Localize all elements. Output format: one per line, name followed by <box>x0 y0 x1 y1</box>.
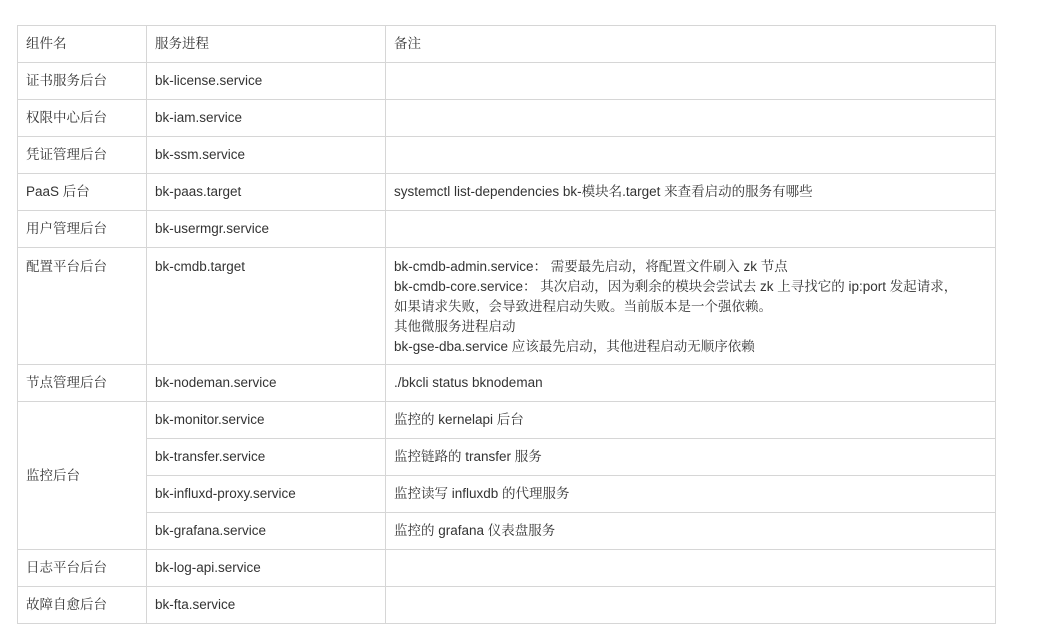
header-note: 备注 <box>386 26 996 63</box>
table-row <box>18 174 996 211</box>
table-row <box>18 100 996 137</box>
service-cell: bk-fta.service <box>147 587 386 624</box>
service-cell: bk-iam.service <box>147 100 386 137</box>
header-service: 服务进程 <box>147 26 386 63</box>
table-row <box>18 365 996 402</box>
note-cell: ./bkcli status bknodeman <box>386 365 996 402</box>
service-cell: bk-paas.target <box>147 174 386 211</box>
service-cell: bk-grafana.service <box>147 513 386 550</box>
component-cell: 用户管理后台 <box>18 211 147 248</box>
service-cell: bk-license.service <box>147 63 386 100</box>
note-cell <box>386 550 996 587</box>
service-cell: bk-nodeman.service <box>147 365 386 402</box>
service-cell: bk-ssm.service <box>147 137 386 174</box>
component-cell: 凭证管理后台 <box>18 137 147 174</box>
note-cell <box>386 587 996 624</box>
note-cell: 监控的 kernelapi 后台 <box>386 402 996 439</box>
note-cell: 监控的 grafana 仪表盘服务 <box>386 513 996 550</box>
table-row <box>18 63 996 100</box>
note-cell <box>386 100 996 137</box>
table-row <box>18 439 996 476</box>
table-row <box>18 550 996 587</box>
table-row <box>18 587 996 624</box>
note-line: bk-cmdb-core.service： 其次启动，因为剩余的模块会尝试去 zk 上寻找它的 ip:port 发起请求， <box>394 279 958 294</box>
component-cell: 节点管理后台 <box>18 365 147 402</box>
table-row <box>18 248 996 365</box>
note-cell <box>386 63 996 100</box>
component-cell: 日志平台后台 <box>18 550 147 587</box>
component-cell: 故障自愈后台 <box>18 587 147 624</box>
component-cell: 配置平台后台 <box>18 248 147 365</box>
table-row <box>18 402 996 439</box>
services-table <box>17 25 996 624</box>
note-cell <box>386 137 996 174</box>
note-cell: 监控读写 influxdb 的代理服务 <box>386 476 996 513</box>
service-cell: bk-transfer.service <box>147 439 386 476</box>
component-cell: 证书服务后台 <box>18 63 147 100</box>
note-cell: 监控链路的 transfer 服务 <box>386 439 996 476</box>
note-line: bk-gse-dba.service 应该最先启动，其他进程启动无顺序依赖 <box>394 339 755 354</box>
service-cell: bk-log-api.service <box>147 550 386 587</box>
services-table-container <box>17 25 996 624</box>
table-row <box>18 476 996 513</box>
service-cell: bk-cmdb.target <box>147 248 386 365</box>
component-cell: 监控后台 <box>18 402 147 550</box>
component-cell: PaaS 后台 <box>18 174 147 211</box>
service-cell: bk-monitor.service <box>147 402 386 439</box>
table-row <box>18 211 996 248</box>
table-header-row <box>18 26 996 63</box>
table-row <box>18 513 996 550</box>
service-cell: bk-influxd-proxy.service <box>147 476 386 513</box>
service-cell: bk-usermgr.service <box>147 211 386 248</box>
note-line: 其他微服务进程启动 <box>394 319 516 334</box>
component-cell: 权限中心后台 <box>18 100 147 137</box>
note-line: 如果请求失败，会导致进程启动失败。当前版本是一个强依赖。 <box>394 299 772 314</box>
note-cell <box>386 211 996 248</box>
table-row <box>18 137 996 174</box>
note-line: bk-cmdb-admin.service： 需要最先启动，将配置文件刷入 zk 节点 <box>394 259 788 274</box>
note-cell <box>386 248 996 365</box>
header-component: 组件名 <box>18 26 147 63</box>
note-cell: systemctl list-dependencies bk-模块名.target 来查看启动的服务有哪些 <box>386 174 996 211</box>
